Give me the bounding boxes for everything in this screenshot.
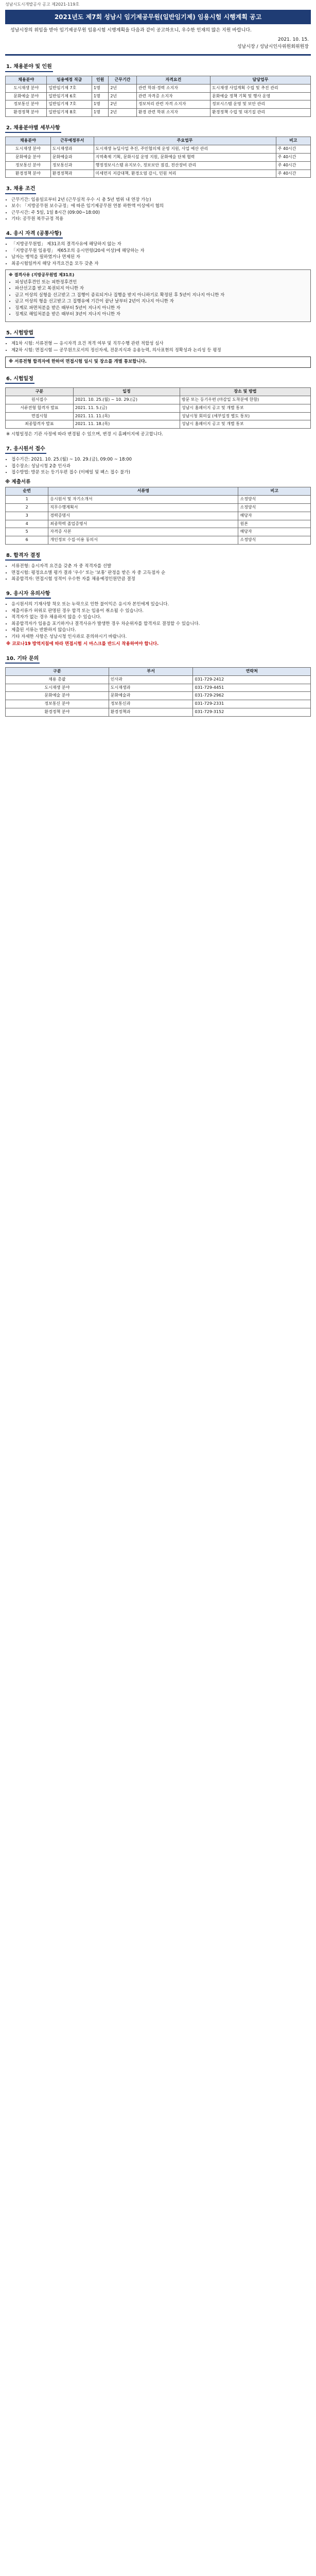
disqualification-box	[5, 269, 311, 322]
section-title: 1. 채용분야 및 인원	[5, 63, 53, 72]
table-cell: 주 40시간	[276, 153, 310, 161]
table-cell: 원서접수	[6, 396, 74, 404]
table-cell: 최종학력 졸업증명서	[48, 520, 238, 528]
list-item: • 징계로 파면처분을 받은 때부터 5년이 지나지 아니한 자	[15, 306, 307, 311]
schedule-note: ※ 시험일정은 기관 사정에 따라 변경될 수 있으며, 변경 시 홈페이지에 공고합니다.	[6, 432, 164, 437]
table-cell: 정보통신 분야	[6, 700, 109, 708]
list-item: • 「지방공무원법」 제31조의 결격사유에 해당하지 않는 자	[11, 242, 311, 247]
list-item: • 보수: 「지방공무원 보수규정」에 따른 임기제공무원 연봉 하한액 이상에서 협의	[11, 204, 311, 209]
table-cell: 소정양식	[238, 496, 311, 504]
column-header: 연락처	[193, 668, 311, 676]
list-item: • 「지방공무원 임용령」 제65조의 응시연령(20세 이상)에 해당하는 자	[11, 248, 311, 254]
table-cell: 정보처리 관련 자격 소지자	[136, 100, 210, 109]
column-header: 담당업무	[210, 76, 311, 84]
list-item: • 제출서류가 허위로 판명된 경우 합격 또는 임용이 취소될 수 있습니다.	[11, 608, 311, 614]
table-cell: 6	[6, 536, 48, 545]
section-application	[5, 442, 311, 545]
column-header: 구분	[6, 388, 74, 396]
table-cell: 응시원서 및 자기소개서	[48, 496, 238, 504]
table-cell: 자격증 사본	[48, 528, 238, 536]
section-title: 4. 응시 자격 (공통사항)	[5, 230, 63, 239]
table-cell: 3	[6, 512, 48, 520]
column-header: 임용예정 직급	[47, 76, 92, 84]
table-cell: 4	[6, 520, 48, 528]
section-title: 7. 응시원서 접수	[5, 445, 46, 454]
column-header: 구분	[6, 668, 109, 676]
notice-document	[0, 0, 316, 725]
list-item: • 근무기간: 임용일로부터 2년 (근무실적 우수 시 총 5년 범위 내 연장 가능)	[11, 197, 311, 203]
table-cell: 환경정책 분야	[6, 170, 51, 178]
table-cell: 방문 또는 등기우편 (마감일 도착분에 한함)	[180, 396, 310, 404]
list-item: • 제2차 시험: 면접시험 — 공무원으로서의 정신자세, 전문지식과 응용능력, 의사표현의 정확성과 논리성 등 평정	[11, 348, 311, 353]
list-item: • 최종합격자: 면접시험 성적이 우수한 자를 채용예정인원만큼 결정	[11, 577, 311, 582]
section-title: 9. 응시자 유의사항	[5, 590, 51, 599]
table-cell: 주 40시간	[276, 161, 310, 170]
table-cell: 면접시험	[6, 412, 74, 420]
table-cell: 도시재생 분야	[6, 145, 51, 154]
disqualification-list	[9, 280, 307, 318]
list-item: • 응시원서의 기재사항 착오 또는 누락으로 인한 불이익은 응시자 본인에게 있습니다.	[11, 602, 311, 607]
details-table	[5, 137, 311, 178]
column-header: 서류명	[48, 487, 238, 496]
table-cell: 환경정책과	[109, 708, 193, 717]
list-item: • 서류전형: 응시자격 요건을 갖춘 자 중 적격자를 선발	[11, 564, 311, 569]
list-item: • 면접시험: 평정요소별 평가 결과 '우수' 또는 '보통' 판정을 받은 자 중 고득점자 순	[11, 570, 311, 576]
table-cell: 031-729-2331	[193, 700, 311, 708]
table-cell: 성남시 홈페이지 공고 및 개별 통보	[180, 404, 310, 412]
table-row	[6, 512, 311, 520]
table-cell: 정보통신 분야	[6, 100, 47, 109]
table-cell: 정보시스템 운영 및 보안 관리	[210, 100, 311, 109]
table-cell: 관련 학위·경력 소지자	[136, 84, 210, 92]
table-cell: 지역축제 기획, 문화시설 운영 지원, 문화예술 단체 협력	[94, 153, 276, 161]
section-selection	[5, 549, 311, 583]
table-row	[6, 496, 311, 504]
schedule-table	[5, 387, 311, 429]
table-cell: 최종합격자 발표	[6, 420, 74, 429]
table-cell: 5	[6, 528, 48, 536]
table-cell: 해당자	[238, 528, 311, 536]
page-title: 2021년도 제7회 성남시 임기제공무원(일반임기제) 임용시험 시행계획 공고	[5, 10, 311, 24]
table-cell: 2021. 11. 5.(금)	[73, 404, 180, 412]
table-cell: 도시재생과	[50, 145, 94, 154]
documents-table	[5, 487, 311, 545]
table-cell: 2년	[109, 109, 137, 117]
list-item: • 근무시간: 주 5일, 1일 8시간 (09:00~18:00)	[11, 210, 311, 216]
list-item: • 적격자가 없는 경우 채용하지 않을 수 있습니다.	[11, 615, 311, 620]
column-header: 근무예정부서	[50, 137, 94, 145]
column-header: 자격요건	[136, 76, 210, 84]
exam-highlight: ※ 서류전형 합격자에 한하여 면접시험 일시 및 장소를 개별 통보합니다.	[5, 357, 311, 367]
table-row	[6, 84, 311, 92]
section-title: 10. 기타 문의	[5, 655, 40, 664]
table-cell: 2년	[109, 92, 137, 100]
table-cell: 1명	[92, 92, 109, 100]
table-cell: 소정양식	[238, 536, 311, 545]
table-cell: 경력증명서	[48, 512, 238, 520]
table-cell: 직무수행계획서	[48, 503, 238, 512]
lead-paragraph: 성남시장의 위임을 받아 임기제공무원 임용시험 시행계획을 다음과 같이 공고하오니, 우수한 인재의 많은 지원 바랍니다.	[10, 27, 252, 33]
cautions-list	[5, 602, 311, 640]
table-cell: 환경정책 수립 및 대기질 관리	[210, 109, 311, 117]
issuing-org: 성남시장 / 성남시인사위원회위원장	[237, 44, 309, 50]
column-header: 순번	[6, 487, 48, 496]
table-cell: 환경정책 분야	[6, 708, 109, 717]
list-item: • 접수장소: 성남시청 2층 인사과	[11, 464, 311, 469]
list-item: • 제1차 시험: 서류전형 — 응시자격 요건 적격 여부 및 직무수행 관련 적합성 심사	[11, 341, 311, 347]
table-cell: 2년	[109, 100, 137, 109]
conditions-list	[5, 197, 311, 223]
section-title: 5. 시험방법	[5, 329, 34, 338]
table-row	[6, 708, 311, 717]
column-header: 비고	[276, 137, 310, 145]
table-cell: 031-729-2962	[193, 692, 311, 700]
table-cell: 미세먼지 저감대책, 환경오염 감시, 민원 처리	[94, 170, 276, 178]
section-title: 6. 시험일정	[5, 375, 34, 384]
table-row	[6, 153, 311, 161]
table-cell: 2년	[109, 84, 137, 92]
list-item: • 남자는 병역을 필하였거나 면제된 자	[11, 255, 311, 260]
table-cell: 문화예술 분야	[6, 153, 51, 161]
recruitment-table	[5, 76, 311, 117]
column-header: 장소 및 방법	[180, 388, 310, 396]
table-cell: 1명	[92, 100, 109, 109]
table-cell: 성남시 홈페이지 공고 및 개별 통보	[180, 420, 310, 429]
table-cell: 주 40시간	[276, 170, 310, 178]
table-row	[6, 145, 311, 154]
table-row	[6, 396, 311, 404]
table-cell: 문화예술 분야	[6, 92, 47, 100]
table-cell: 2021. 10. 25.(월) ~ 10. 29.(금)	[73, 396, 180, 404]
section-title: 3. 채용 조건	[5, 185, 36, 194]
column-header: 비고	[238, 487, 311, 496]
section-title: 2. 채용분야별 세부사항	[5, 124, 61, 133]
list-item: • 파산선고를 받고 복권되지 아니한 자	[15, 286, 307, 292]
table-cell: 해당자	[238, 512, 311, 520]
table-cell: 채용 총괄	[6, 675, 109, 684]
selection-list	[5, 564, 311, 582]
eligibility-list	[5, 242, 311, 267]
table-cell: 도시재생 뉴딜사업 추진, 주민협의체 운영 지원, 사업 예산 관리	[94, 145, 276, 154]
list-item: • 피성년후견인 또는 피한정후견인	[15, 280, 307, 285]
table-row	[6, 161, 311, 170]
table-cell: 2021. 11. 11.(목)	[73, 412, 180, 420]
list-item: • 금고 이상의 형을 선고받고 그 집행유예 기간이 끝난 날부터 2년이 지나지 아니한 자	[15, 299, 307, 304]
table-cell: 일반임기제 6호	[47, 92, 92, 100]
table-row	[6, 412, 311, 420]
documents-title: ※ 제출서류	[5, 479, 31, 485]
table-cell: 문화예술과	[50, 153, 94, 161]
table-cell: 2	[6, 503, 48, 512]
list-item: • 접수기간: 2021. 10. 25.(월) ~ 10. 29.(금), 09:00 ~ 18:00	[11, 457, 311, 463]
table-row	[6, 109, 311, 117]
section-schedule	[5, 372, 311, 438]
disqualification-title: ※ 결격사유 (지방공무원법 제31조)	[9, 273, 75, 278]
table-cell: 원본	[238, 520, 311, 528]
table-cell: 관련 자격증 소지자	[136, 92, 210, 100]
table-row	[6, 503, 311, 512]
table-cell: 031-729-3152	[193, 708, 311, 717]
table-cell: 문화예술과	[109, 692, 193, 700]
table-cell: 일반임기제 8호	[47, 109, 92, 117]
list-item: • 금고 이상의 실형을 선고받고 그 집행이 종료되거나 집행을 받지 아니하기로 확정된 후 5년이 지나지 아니한 자	[15, 293, 307, 298]
notice-number: 성남시도시개발공사 공고 제2021-119호	[5, 2, 80, 7]
table-row	[6, 536, 311, 545]
table-cell: 도시재생 분야	[6, 684, 109, 692]
table-row	[6, 675, 311, 684]
table-cell: 행정정보시스템 유지보수, 정보보안 점검, 전산장비 관리	[94, 161, 276, 170]
column-header: 인원	[92, 76, 109, 84]
section-contact	[5, 652, 311, 717]
section-exam-method	[5, 326, 311, 368]
application-list	[5, 457, 311, 476]
table-cell: 주 40시간	[276, 145, 310, 154]
table-row	[6, 528, 311, 536]
list-item: • 징계로 해임처분을 받은 때부터 3년이 지나지 아니한 자	[15, 312, 307, 317]
section-cautions	[5, 587, 311, 648]
table-cell: 환경정책과	[50, 170, 94, 178]
table-row	[6, 684, 311, 692]
table-row	[6, 92, 311, 100]
section-eligibility	[5, 227, 311, 322]
table-row	[6, 700, 311, 708]
table-cell: 성남시청 회의실 (세부일정 별도 통보)	[180, 412, 310, 420]
covid-warning: ※ 코로나19 방역지침에 따라 면접시험 시 마스크를 반드시 착용하여야 합니다.	[6, 641, 159, 647]
table-cell: 문화예술 정책 기획 및 행사 운영	[210, 92, 311, 100]
table-cell: 서류전형 합격자 발표	[6, 404, 74, 412]
column-header: 부서	[109, 668, 193, 676]
table-cell: 1명	[92, 84, 109, 92]
table-cell: 일반임기제 7호	[47, 84, 92, 92]
contact-table	[5, 667, 311, 717]
table-cell: 환경정책 분야	[6, 109, 47, 117]
table-cell: 도시재생 사업계획 수립 및 추진 관리	[210, 84, 311, 92]
table-cell: 031-729-2412	[193, 675, 311, 684]
table-cell: 소정양식	[238, 503, 311, 512]
column-header: 채용분야	[6, 76, 47, 84]
table-cell: 031-729-4451	[193, 684, 311, 692]
table-cell: 일반임기제 7호	[47, 100, 92, 109]
column-header: 근무기간	[109, 76, 137, 84]
table-cell: 도시재생과	[109, 684, 193, 692]
section-details	[5, 121, 311, 178]
table-cell: 1	[6, 496, 48, 504]
list-item: • 제출된 서류는 반환하지 않습니다.	[11, 628, 311, 633]
list-item: • 기타: 공무원 복무규정 적용	[11, 216, 311, 222]
table-cell: 개인정보 수집·이용 동의서	[48, 536, 238, 545]
section-recruitment	[5, 60, 311, 116]
table-cell: 환경 관련 학위 소지자	[136, 109, 210, 117]
table-cell: 2021. 11. 18.(목)	[73, 420, 180, 429]
section-conditions	[5, 182, 311, 222]
table-row	[6, 170, 311, 178]
table-row	[6, 100, 311, 109]
column-header: 주요업무	[94, 137, 276, 145]
table-cell: 도시재생 분야	[6, 84, 47, 92]
table-cell: 정보통신과	[50, 161, 94, 170]
table-row	[6, 692, 311, 700]
table-cell: 정보통신 분야	[6, 161, 51, 170]
list-item: • 최종시험일까지 해당 자격요건을 모두 갖춘 자	[11, 261, 311, 267]
table-cell: 정보통신과	[109, 700, 193, 708]
table-row	[6, 520, 311, 528]
table-row	[6, 420, 311, 429]
exam-stage-list	[5, 341, 311, 353]
column-header: 일정	[73, 388, 180, 396]
table-cell: 1명	[92, 109, 109, 117]
table-cell: 문화예술 분야	[6, 692, 109, 700]
section-title: 8. 합격자 결정	[5, 552, 41, 561]
list-item: • 기타 자세한 사항은 성남시청 인사과로 문의하시기 바랍니다.	[11, 634, 311, 640]
notice-date: 2021. 10. 15.	[277, 37, 309, 43]
column-header: 채용분야	[6, 137, 51, 145]
list-item: • 최종합격자가 임용을 포기하거나 결격사유가 발생한 경우 차순위자를 합격자로 결정할 수 있습니다.	[11, 621, 311, 627]
table-cell: 인사과	[109, 675, 193, 684]
list-item: • 접수방법: 방문 또는 등기우편 접수 (이메일 및 팩스 접수 불가)	[11, 470, 311, 476]
divider	[5, 54, 311, 56]
table-row	[6, 404, 311, 412]
